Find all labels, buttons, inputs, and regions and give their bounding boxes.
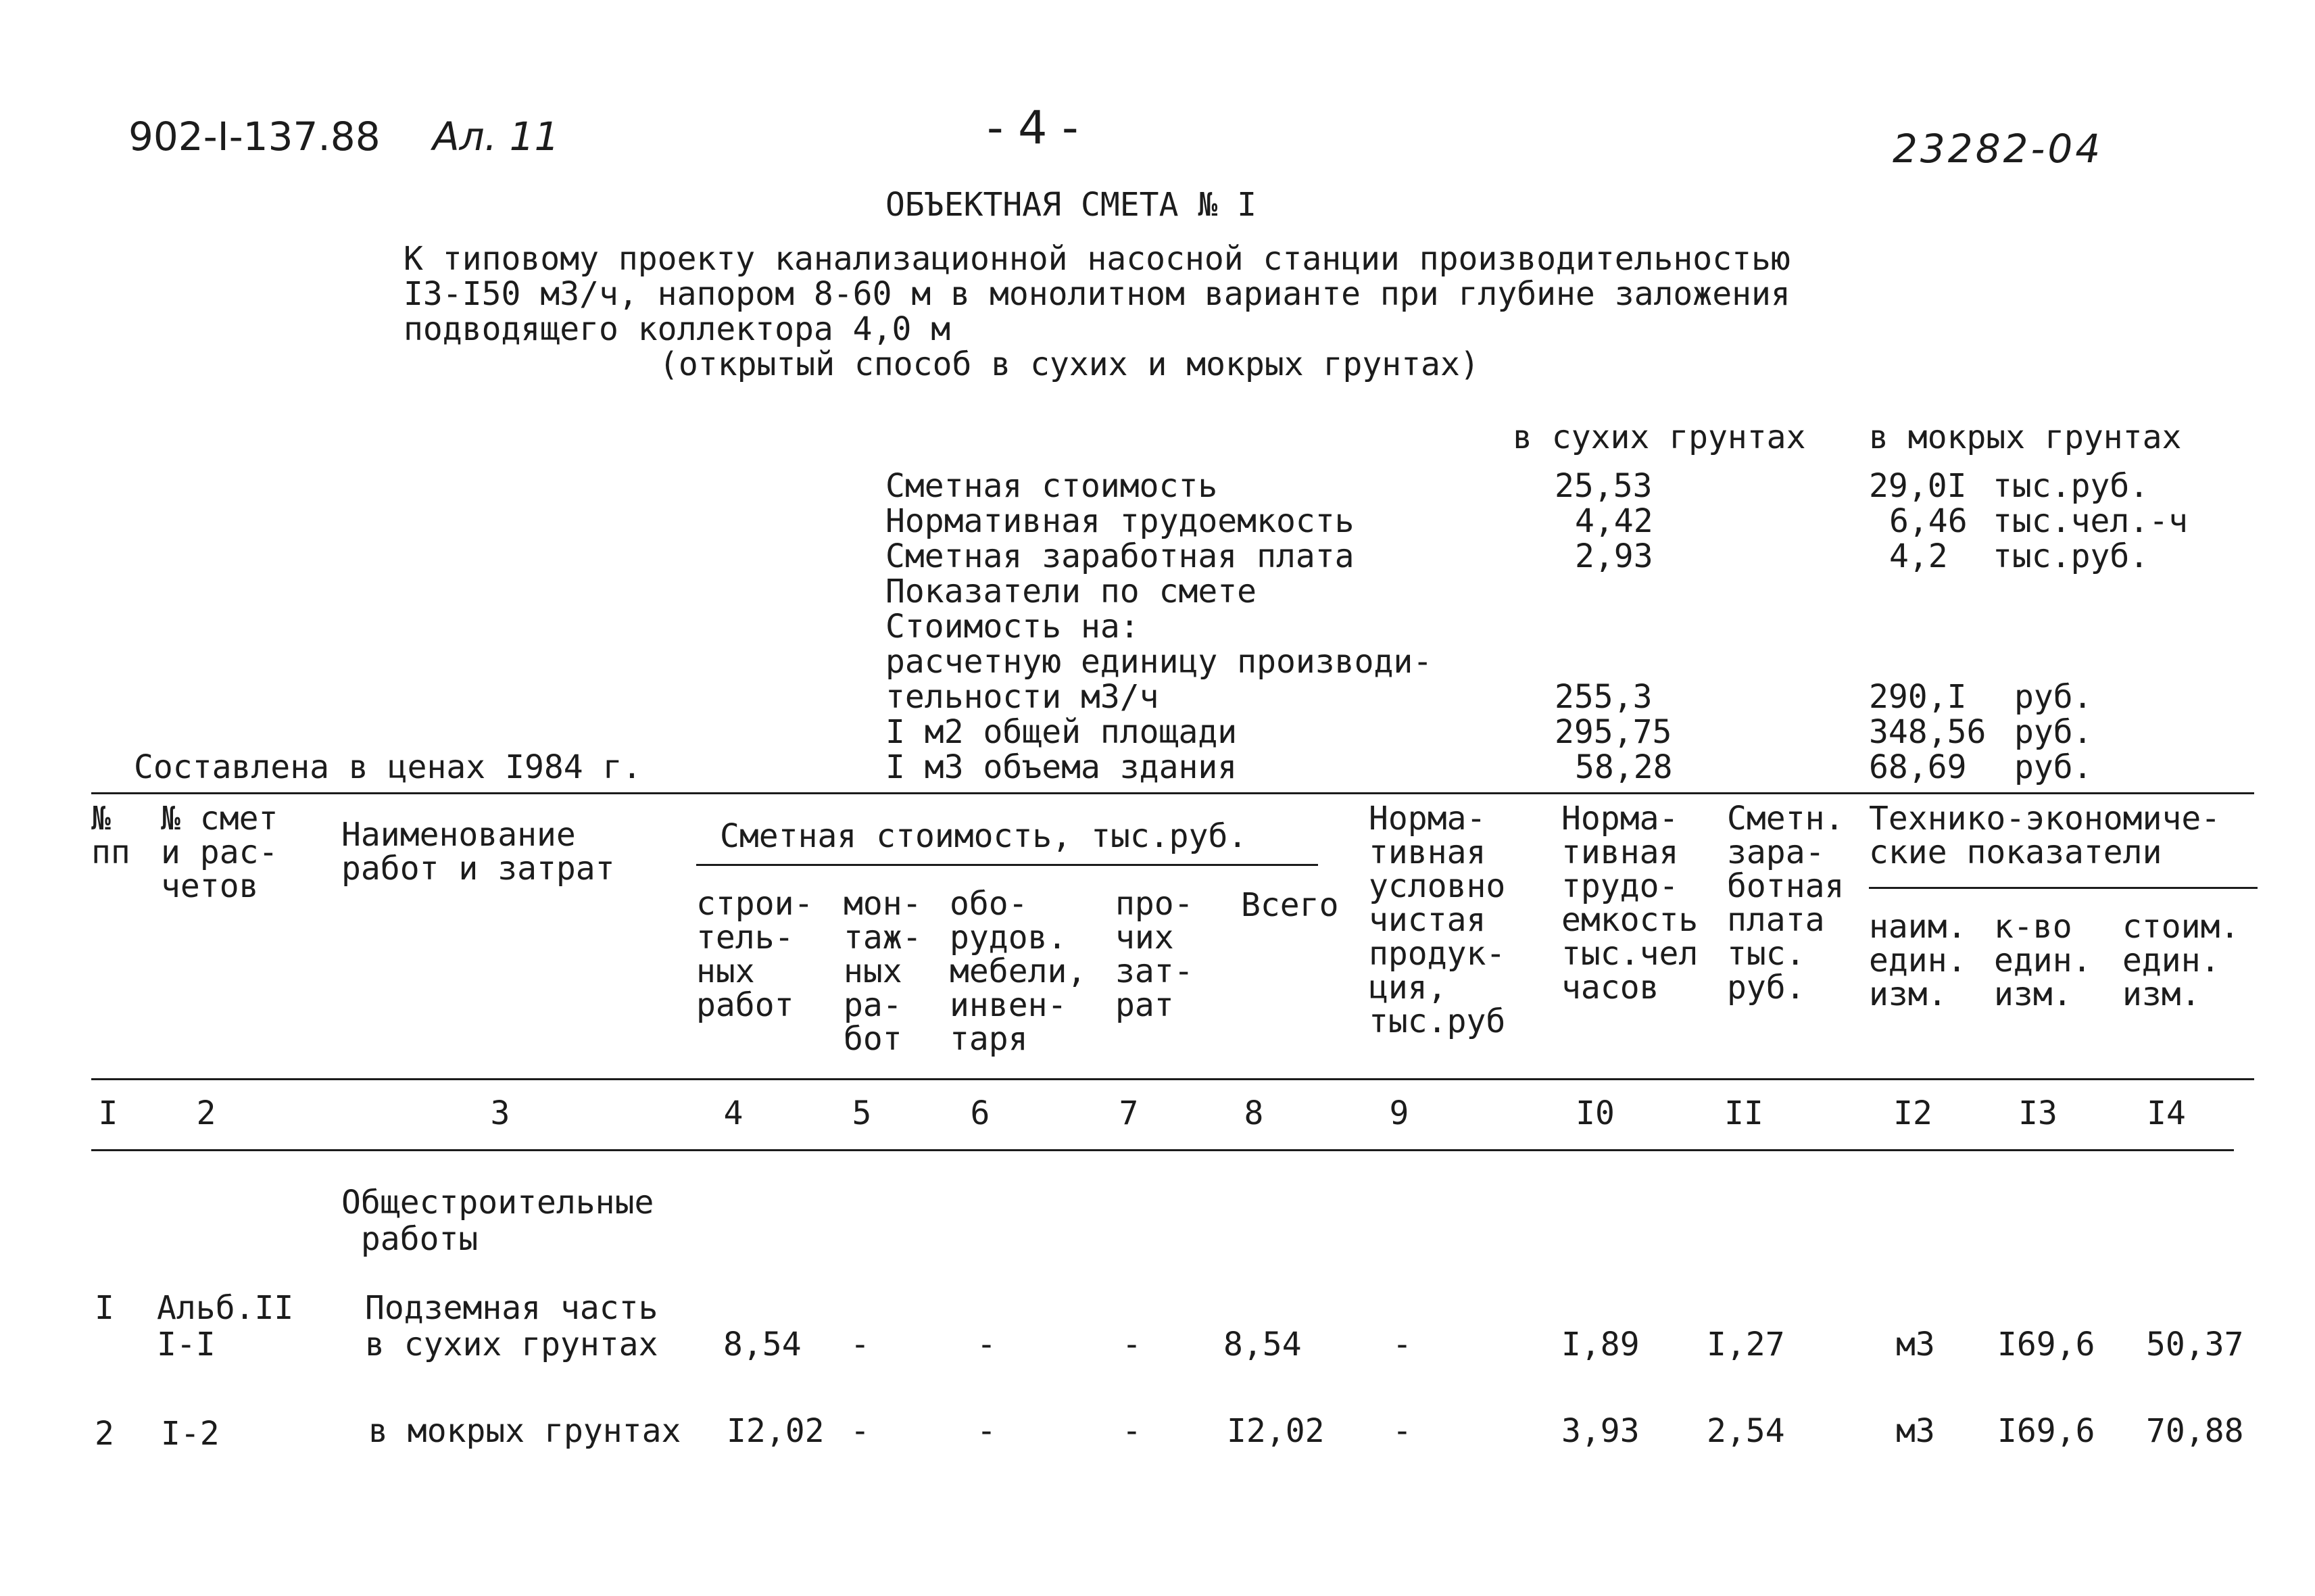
row-equipment: - bbox=[977, 1326, 996, 1363]
th-wages: Сметн. зара- ботная плата тыс. руб. bbox=[1727, 800, 1845, 1007]
th-net-product: Норма- тивная условно чистая продук- ция, тыс.руб bbox=[1369, 800, 1506, 1040]
summary-wet-value: 6,46 bbox=[1889, 502, 1968, 540]
th-row-number: № пп bbox=[91, 800, 130, 871]
col-number: I0 bbox=[1576, 1094, 1615, 1132]
subtitle-line-1: К типовому проекту канализационной насосной станции производительностью bbox=[404, 240, 1790, 278]
summary-unit: руб. bbox=[2014, 748, 2093, 786]
col-number: I2 bbox=[1893, 1094, 1932, 1132]
row-name: Подземная часть в сухих грунтах bbox=[365, 1289, 658, 1363]
col-number: 3 bbox=[490, 1094, 510, 1132]
page-title: ОБЪЕКТНАЯ СМЕТА № I bbox=[885, 186, 1257, 224]
row-number: I bbox=[95, 1289, 114, 1327]
row-equipment: - bbox=[977, 1412, 996, 1450]
prices-note: Составлена в ценах I984 г. bbox=[134, 748, 642, 786]
col-number: 8 bbox=[1244, 1094, 1264, 1132]
doc-code: 902-I-137.88 bbox=[128, 114, 381, 160]
summary-wet-value: 290,I bbox=[1869, 678, 1967, 716]
summary-unit: тыс.чел.-ч bbox=[1993, 502, 2188, 540]
row-wages: 2,54 bbox=[1707, 1412, 1785, 1450]
row-unit-cost: 70,88 bbox=[2146, 1412, 2244, 1450]
table-top-rule bbox=[91, 792, 2254, 794]
th-unit-cost: стоим. един. изм. bbox=[2122, 908, 2240, 1013]
summary-wet-value: 4,2 bbox=[1889, 537, 1948, 575]
row-unit-name: м3 bbox=[1896, 1326, 1935, 1363]
colnum-bottom-rule bbox=[91, 1149, 2234, 1151]
album-label: Ал. 11 bbox=[433, 114, 560, 160]
row-labor: I,89 bbox=[1561, 1326, 1640, 1363]
summary-col-wet: в мокрых грунтах bbox=[1869, 418, 2182, 456]
col-number: I4 bbox=[2147, 1094, 2186, 1132]
subtitle-line-2: I3-I50 м3/ч, напором 8-60 м в монолитном варианте при глубине заложения bbox=[404, 275, 1790, 313]
col-number: II bbox=[1724, 1094, 1763, 1132]
summary-label: Стоимость на: bbox=[885, 608, 1140, 646]
row-installation: - bbox=[850, 1326, 870, 1363]
summary-label: I м3 объема здания bbox=[885, 748, 1238, 786]
summary-unit: тыс.руб. bbox=[1993, 537, 2149, 575]
row-estimate: Альб.II I-I bbox=[157, 1289, 294, 1363]
row-unit-cost: 50,37 bbox=[2146, 1326, 2244, 1363]
summary-label: I м2 общей площади bbox=[885, 713, 1238, 751]
th-equipment: обо- рудов. мебели, инвен- таря bbox=[950, 885, 1087, 1058]
th-unit-name: наим. един. изм. bbox=[1869, 908, 1967, 1013]
row-net-product: - bbox=[1392, 1326, 1412, 1363]
row-unit-qty: I69,6 bbox=[1997, 1326, 2095, 1363]
summary-unit: руб. bbox=[2014, 678, 2093, 716]
summary-dry-value: 255,3 bbox=[1555, 678, 1653, 716]
col-number: I bbox=[98, 1094, 118, 1132]
col-number: 6 bbox=[970, 1094, 990, 1132]
th-other: про- чих зат- рат bbox=[1115, 885, 1194, 1024]
th-cost-group: Сметная стоимость, тыс.руб. bbox=[720, 817, 1248, 855]
col-number: 9 bbox=[1389, 1094, 1409, 1132]
cost-group-rule bbox=[696, 864, 1318, 866]
summary-label: Сметная стоимость bbox=[885, 467, 1218, 505]
row-name: в мокрых грунтах bbox=[368, 1412, 681, 1450]
row-net-product: - bbox=[1392, 1412, 1412, 1450]
summary-dry-value: 4,42 bbox=[1575, 502, 1653, 540]
inventory-number: 23282-04 bbox=[1893, 126, 2103, 172]
col-number: I3 bbox=[2018, 1094, 2057, 1132]
row-estimate: I-2 bbox=[161, 1415, 220, 1453]
th-labor: Норма- тивная трудо- емкость тыс.чел часов bbox=[1561, 800, 1699, 1007]
tech-group-rule bbox=[1869, 887, 2258, 889]
summary-label: Нормативная трудоемкость bbox=[885, 502, 1355, 540]
summary-label: Показатели по смете bbox=[885, 573, 1257, 610]
summary-label: Сметная заработная плата bbox=[885, 537, 1355, 575]
summary-unit: тыс.руб. bbox=[1993, 467, 2149, 505]
summary-col-dry: в сухих грунтах bbox=[1513, 418, 1806, 456]
summary-label: расчетную единицу производи- bbox=[885, 643, 1433, 681]
summary-wet-value: 68,69 bbox=[1869, 748, 1967, 786]
subtitle-line-4: (открытый способ в сухих и мокрых грунтах) bbox=[659, 345, 1480, 383]
th-work-name: Наименование работ и затрат bbox=[341, 816, 615, 888]
col-number: 5 bbox=[852, 1094, 872, 1132]
col-number: 4 bbox=[723, 1094, 744, 1132]
page-number: - 4 - bbox=[987, 101, 1079, 155]
row-labor: 3,93 bbox=[1561, 1412, 1640, 1450]
summary-wet-value: 348,56 bbox=[1869, 713, 1987, 751]
summary-wet-value: 29,0I bbox=[1869, 467, 1967, 505]
summary-label: тельности м3/ч bbox=[885, 678, 1159, 716]
row-other: - bbox=[1122, 1412, 1142, 1450]
row-number: 2 bbox=[95, 1415, 114, 1453]
header-bottom-rule bbox=[91, 1078, 2254, 1080]
col-number: 7 bbox=[1119, 1094, 1139, 1132]
summary-unit: руб. bbox=[2014, 713, 2093, 751]
subtitle-line-3: подводящего коллектора 4,0 м bbox=[404, 310, 951, 348]
col-number: 2 bbox=[196, 1094, 216, 1132]
section-title: Общестроительные работы bbox=[341, 1184, 654, 1258]
th-estimate-number: № смет и рас- четов bbox=[161, 800, 278, 905]
th-construction: строи- тель- ных работ bbox=[696, 885, 814, 1024]
row-unit-name: м3 bbox=[1896, 1412, 1935, 1450]
th-installation: мон- таж- ных ра- бот bbox=[844, 885, 922, 1058]
row-construction: I2,02 bbox=[727, 1412, 825, 1450]
row-other: - bbox=[1122, 1326, 1142, 1363]
row-installation: - bbox=[850, 1412, 870, 1450]
row-total: I2,02 bbox=[1227, 1412, 1325, 1450]
summary-dry-value: 25,53 bbox=[1555, 467, 1653, 505]
row-construction: 8,54 bbox=[723, 1326, 802, 1363]
summary-dry-value: 295,75 bbox=[1555, 713, 1672, 751]
row-unit-qty: I69,6 bbox=[1997, 1412, 2095, 1450]
summary-dry-value: 58,28 bbox=[1575, 748, 1673, 786]
th-unit-qty: к-во един. изм. bbox=[1994, 908, 2092, 1013]
th-total: Всего bbox=[1241, 886, 1339, 924]
row-total: 8,54 bbox=[1223, 1326, 1302, 1363]
row-wages: I,27 bbox=[1707, 1326, 1785, 1363]
summary-dry-value: 2,93 bbox=[1575, 537, 1653, 575]
th-tech-group: Технико-экономиче- ские показатели bbox=[1869, 800, 2221, 871]
